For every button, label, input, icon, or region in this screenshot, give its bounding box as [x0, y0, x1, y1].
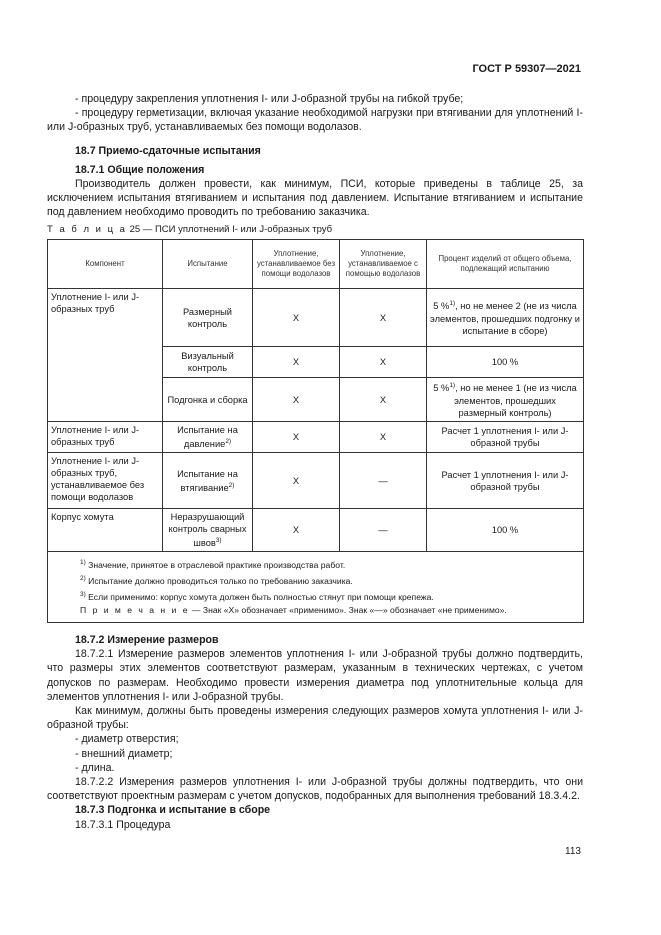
list-item: - длина. [75, 761, 115, 774]
intro-block [47, 92, 583, 220]
table-row [48, 422, 584, 453]
table-notes-row [48, 552, 584, 623]
cell-no-divers: X [253, 378, 340, 422]
cell-test: Испытание на втягивание$^{2)}$ [163, 453, 253, 509]
header-component: Компонент [48, 240, 163, 289]
cell-with-divers: — [340, 509, 427, 552]
table-notes [48, 552, 584, 623]
table-caption-prefix: Т а б л и ц а [47, 224, 127, 235]
table-row [48, 289, 584, 347]
table-note: П р и м е ч а н и е — Знак «Х» обозначает «применимо». Знак «—» обозначает «не применимо». [80, 605, 507, 616]
cell-component: Корпус хомута [48, 509, 163, 552]
acceptance-tests-table [47, 239, 584, 623]
cell-with-divers: X [340, 378, 427, 422]
cell-component: Уплотнение I- или J-образных труб [48, 289, 163, 422]
table-header-row [48, 240, 584, 289]
document-id-header: ГОСТ Р 59307—2021 [472, 63, 581, 75]
cell-component: Уплотнение I- или J-образных труб, устанавливаемое без помощи водолазов [48, 453, 163, 509]
section-18-7-3-title: 18.7.3 Подгонка и испытание в сборе [75, 804, 271, 817]
intro-item-2: - процедуру герметизации, включая указание необходимой нагрузки при втягивании для уплотнений I- или J-образных труб, устанавливаемых без помощи водолазов. [47, 107, 583, 134]
cell-no-divers: X [253, 453, 340, 509]
section-18-7-1-title: 18.7.1 Общие положения [75, 163, 205, 176]
cell-with-divers: X [340, 347, 427, 378]
section-18-7-2-title: 18.7.2 Измерение размеров [75, 634, 219, 646]
cell-test: Визуальный контроль [163, 347, 253, 378]
section-18-7-1-para: Производитель должен провести, как минимум, ПСИ, которые приведены в таблице 25, за исключением испытания втягиванием и испытания под давлением. Испытание втягиванием и испытание под давлением необходимо проводить по требованию заказчика. [47, 178, 583, 219]
cell-component: Уплотнение I- или J-образных труб [48, 422, 163, 453]
cell-test: Подгонка и сборка [163, 378, 253, 422]
cell-no-divers: X [253, 422, 340, 453]
footnote-2: $^{2)}$ Испытание должно проводиться только по требованию заказчика. [80, 574, 353, 586]
cell-percent: Расчет 1 уплотнения I- или J-образной трубы [427, 422, 584, 453]
section-18-7-3-p1: 18.7.3.1 Процедура [75, 818, 171, 831]
section-18-7-2-p3: 18.7.2.2 Измерения размеров уплотнения I- или J-образной трубы должны подтвердить, что они соответствуют проектным размерам с учетом допусков, подобранных для выполнения требований 18.3.4.2. [47, 776, 583, 803]
header-with-divers: Уплотнение, устанавливаемое с помощью водолазов [340, 240, 427, 289]
list-item: - внешний диаметр; [75, 747, 173, 760]
cell-no-divers: X [253, 289, 340, 347]
cell-no-divers: X [253, 509, 340, 552]
cell-percent: Расчет 1 уплотнения I- или J-образной трубы [427, 453, 584, 509]
cell-percent: 100 % [427, 509, 584, 552]
section-18-7-2-p1: 18.7.2.1 Измерение размеров элементов уплотнения I- или J-образной трубы должно подтвердить, что размеры этих элементов соответствуют размерам, указанным в технических чертежах, с учетом допусков по размерам. Необходимо провести измерения диаметра под уплотнительные кольца для элементов уплотнения I- или J-образной трубы. [47, 648, 583, 703]
header-percent: Процент изделий от общего объема, подлежащий испытанию [427, 240, 584, 289]
footnote-3: $^{3)}$ Если применимо: корпус хомута должен быть полностью стянут при помощи крепежа. [80, 590, 434, 602]
cell-test: Испытание на давление$^{2)}$ [163, 422, 253, 453]
cell-no-divers: X [253, 347, 340, 378]
header-test: Испытание [163, 240, 253, 289]
table-caption-text: 25 — ПСИ уплотнений I- или J-образных труб [129, 224, 333, 235]
table-caption [47, 224, 332, 235]
cell-percent: 5 %$^{1)}$, но не менее 2 (не из числа элементов, прошедших подгонку и испытание в сборе) [427, 289, 584, 347]
list-item: - диаметр отверстия; [75, 733, 179, 746]
page-number: 113 [565, 846, 581, 857]
cell-with-divers: X [340, 422, 427, 453]
cell-test: Неразрушающий контроль сварных швов$^{3)}$ [163, 509, 253, 552]
section-18-7-2-p2: Как минимум, должны быть проведены измерения следующих размеров хомута уплотнения I- или J-образной трубы: [47, 705, 583, 732]
section-18-7-2-block [47, 633, 583, 832]
intro-item-1: - процедуру закрепления уплотнения I- или J-образной трубы на гибкой трубе; [75, 93, 464, 105]
cell-with-divers: X [340, 289, 427, 347]
table-row [48, 453, 584, 509]
cell-with-divers: — [340, 453, 427, 509]
cell-percent: 100 % [427, 347, 584, 378]
cell-test: Размерный контроль [163, 289, 253, 347]
section-18-7-title: 18.7 Приемо-сдаточные испытания [75, 144, 261, 157]
header-no-divers: Уплотнение, устанавливаемое без помощи водолазов [253, 240, 340, 289]
cell-percent: 5 %$^{1)}$, но не менее 1 (не из числа элементов, прошедших размерный контроль) [427, 378, 584, 422]
footnote-1: $^{1)}$ Значение, принятое в отраслевой практике производства работ. [80, 559, 346, 571]
table-row [48, 509, 584, 552]
